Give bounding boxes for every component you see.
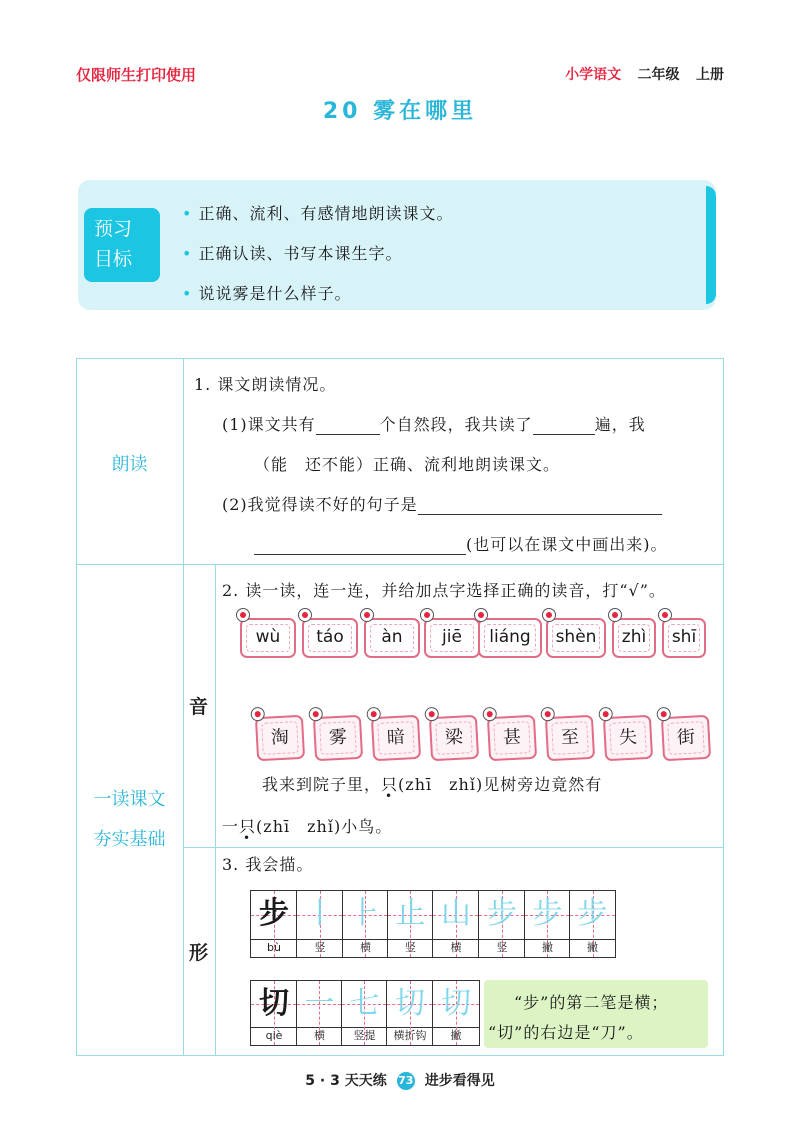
blank-read-count[interactable] xyxy=(533,417,595,435)
pinyin-tag[interactable]: shī xyxy=(662,618,706,658)
table-divider xyxy=(183,847,723,848)
stroke-label: 横 xyxy=(360,941,371,954)
stroke-label: 撇 xyxy=(542,941,553,954)
pinyin-tag[interactable]: zhì xyxy=(612,618,656,658)
footer-slogan: 进步看得见 xyxy=(424,1073,495,1089)
blank-sentence-1[interactable] xyxy=(418,497,662,515)
goals-list xyxy=(182,194,453,314)
pin-icon xyxy=(656,707,671,722)
tip-note xyxy=(484,980,708,1048)
model-char: 切 xyxy=(259,986,289,1021)
pinyin-label: qiè xyxy=(265,1029,283,1042)
question-1-line-a: (1)课文共有 个自然段，我共读了 遍，我 xyxy=(222,415,646,434)
blank-paragraph-count[interactable] xyxy=(316,417,380,435)
question-1-line-c: (2)我觉得读不好的句子是 xyxy=(222,492,662,515)
question-1-line-d: (也可以在课文中画出来)。 xyxy=(254,532,668,555)
pin-icon xyxy=(482,707,497,722)
pin-icon xyxy=(542,608,556,622)
table-divider xyxy=(183,359,184,1055)
pin-icon xyxy=(298,608,312,622)
dotted-char: 只 xyxy=(381,775,399,794)
goals-tag-line2: 目标 xyxy=(94,248,133,270)
pinyin-tag[interactable]: wù xyxy=(240,618,296,658)
trace-char: 丨 xyxy=(305,896,335,931)
footer-brand: 5 · 3 天天练 xyxy=(305,1073,387,1089)
grade-label: 二年级 xyxy=(637,67,680,83)
question-3-title: 3. 我会描。 xyxy=(222,855,314,874)
model-char: 步 xyxy=(259,896,289,931)
stroke-label: 横折钩 xyxy=(393,1029,427,1042)
writing-grid-bu xyxy=(250,890,616,958)
goals-tag xyxy=(84,208,160,282)
sub-label-shape: 形 xyxy=(189,942,209,964)
stroke-label: 竖 xyxy=(496,941,508,954)
reading-sentence-line-2: 一只(zhī zhǐ)小鸟。 xyxy=(222,817,393,836)
goal-item: • 说说雾是什么样子。 xyxy=(182,284,352,303)
question-1-title: 1. 课文朗读情况。 xyxy=(194,375,337,394)
char-tag[interactable]: 暗 xyxy=(371,715,421,761)
trace-char: 步 xyxy=(577,896,608,931)
tip-line-2: “切”的右边是“刀”。 xyxy=(488,1023,644,1042)
trace-char: 七 xyxy=(349,986,380,1021)
question-1-line-b: （能 还不能）正确、流利地朗读课文。 xyxy=(254,455,561,474)
trace-char: ⺊ xyxy=(350,896,381,931)
reading-sentence-line-1: 我来到院子里，只(zhī zhǐ)见树旁边竟然有 xyxy=(262,775,603,794)
char-tag[interactable]: 梁 xyxy=(429,715,479,761)
table-divider xyxy=(77,564,723,565)
stroke-label: 撇 xyxy=(587,941,598,954)
goals-accent-bar xyxy=(706,186,716,304)
print-restriction-note: 仅限师生打印使用 xyxy=(76,66,197,84)
trace-char: 步 xyxy=(532,896,563,931)
pinyin-label: bù xyxy=(267,941,281,954)
sub-label-sound: 音 xyxy=(189,696,209,718)
pin-icon xyxy=(608,608,622,622)
bullet-icon: • xyxy=(182,244,193,263)
pin-icon xyxy=(250,707,265,722)
tip-line-1: “步”的第二笔是横； xyxy=(514,993,669,1012)
stroke-label: 横 xyxy=(314,1029,325,1042)
stroke-label: 撇 xyxy=(450,1029,462,1042)
trace-char: 切 xyxy=(395,986,425,1021)
pinyin-tag[interactable]: táo xyxy=(302,618,358,658)
trace-char: 步 xyxy=(487,896,517,931)
pin-icon xyxy=(366,707,381,722)
pin-icon xyxy=(424,707,439,722)
pin-icon xyxy=(658,608,672,622)
pinyin-tag[interactable]: liáng xyxy=(478,618,542,658)
trace-char: 一 xyxy=(304,986,335,1021)
grade-info xyxy=(565,64,724,84)
question-2-title: 2. 读一读，连一连，并给加点字选择正确的读音，打“√”。 xyxy=(222,581,666,600)
volume-label: 上册 xyxy=(696,67,724,83)
char-tag[interactable]: 至 xyxy=(545,715,595,761)
char-tag[interactable]: 街 xyxy=(661,715,711,761)
goals-tag-line1: 预习 xyxy=(94,218,133,240)
stroke-label: 竖 xyxy=(314,941,326,954)
bullet-icon: • xyxy=(182,204,193,223)
lesson-title: 20 雾在哪里 xyxy=(322,99,478,124)
trace-char: 切 xyxy=(441,986,471,1021)
table-divider xyxy=(215,564,216,1055)
pin-icon xyxy=(360,608,374,622)
subject-label: 小学语文 xyxy=(565,67,622,83)
goal-item: • 正确认读、书写本课生字。 xyxy=(182,244,403,263)
stroke-label: 竖 xyxy=(405,941,416,954)
page-number: 73 xyxy=(397,1072,415,1090)
pin-icon xyxy=(540,707,555,722)
page-footer xyxy=(0,1070,800,1090)
bullet-icon: • xyxy=(182,284,193,303)
char-tag[interactable]: 淘 xyxy=(255,715,305,761)
section-label-reading: 朗读 xyxy=(111,454,148,475)
goal-item: • 正确、流利、有感情地朗读课文。 xyxy=(182,204,454,223)
char-tag[interactable]: 雾 xyxy=(313,715,363,761)
section-label-foundation: 一读课文 夯实基础 xyxy=(93,789,166,850)
trace-char: ⼭ xyxy=(441,896,471,931)
blank-sentence-2[interactable] xyxy=(254,537,466,555)
pin-icon xyxy=(420,608,434,622)
pin-icon xyxy=(308,707,323,722)
pin-icon xyxy=(474,608,488,622)
char-tag[interactable]: 甚 xyxy=(487,715,537,761)
dotted-char: 只 xyxy=(239,817,257,836)
writing-grid-qie xyxy=(250,980,480,1046)
pin-icon xyxy=(236,608,250,622)
pinyin-tag[interactable]: shèn xyxy=(546,618,606,658)
pin-icon xyxy=(598,707,613,722)
char-tag[interactable]: 失 xyxy=(603,715,653,761)
trace-char: 止 xyxy=(395,896,426,931)
stroke-label: 竖提 xyxy=(353,1029,376,1042)
preview-goals-box xyxy=(78,180,716,310)
stroke-label: 横 xyxy=(450,941,462,954)
pinyin-tag[interactable]: àn xyxy=(364,618,420,658)
pinyin-tag[interactable]: jiē xyxy=(424,618,480,658)
